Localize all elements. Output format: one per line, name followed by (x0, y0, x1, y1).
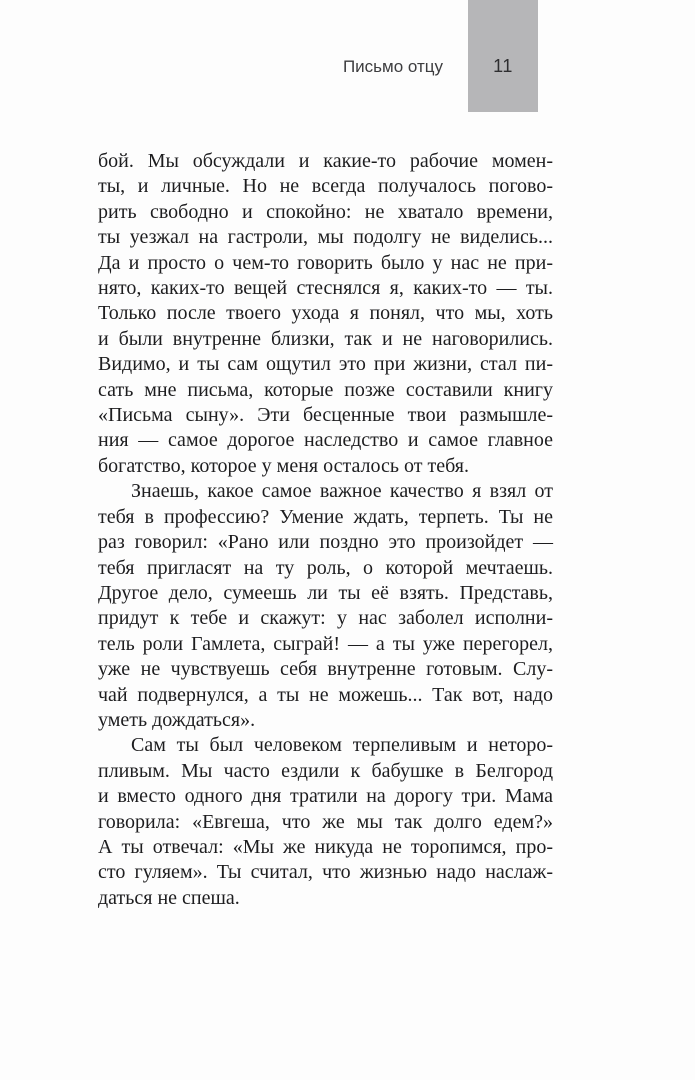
text-line: сто гуляем». Ты считал, что жизнью надо наслаж- (98, 861, 553, 884)
text-line: придут к тебе и скажут: у нас заболел исполни- (98, 607, 553, 630)
text-line: уже не чувствуешь себя внутренне готовым. Слу- (98, 658, 553, 681)
body-text (98, 149, 553, 911)
text-line: тебя пригласят на ту роль, о которой мечтаешь. (98, 556, 553, 579)
running-title: Письмо отцу (342, 57, 443, 76)
text-line: и вместо одного дня тратили на дорогу три. Мама (98, 785, 553, 808)
text-line: богатство, которое у меня осталось от тебя. (98, 454, 469, 477)
text-line: говорила: «Евгеша, что же мы так долго едем?» (98, 810, 553, 833)
text-line: рить свободно и спокойно: не хватало времени, (98, 200, 553, 223)
text-line: и были внутренне близки, так и не наговорились. (98, 327, 553, 350)
text-line: ния — самое дорогое наследство и самое главное (98, 429, 553, 452)
text-line: ты, и личные. Но не всегда получалось погово- (98, 175, 553, 198)
text-line: Другое дело, сумеешь ли ты её взять. Представь, (98, 581, 553, 604)
text-line: А ты отвечал: «Мы же никуда не торопимся, про- (98, 835, 553, 858)
text-line: бой. Мы обсуждали и какие-то рабочие момен- (98, 150, 553, 172)
paragraph (98, 733, 553, 911)
text-line: Видимо, и ты сам ощутил это при жизни, стал пи- (98, 353, 553, 376)
text-line: пливым. Мы часто ездили к бабушке в Белгород (98, 759, 553, 782)
text-line: «Письма сыну». Эти бесценные твои размышле- (98, 404, 553, 427)
text-line: Да и просто о чем-то говорить было у нас не при- (98, 251, 553, 274)
page-number-tab (468, 0, 538, 112)
text-line: чай подвернулся, а ты не можешь... Так вот, надо (98, 683, 553, 706)
text-line: сать мне письма, которые позже составили книгу (98, 378, 553, 401)
text-line: Только после твоего ухода я понял, что мы, хоть (98, 302, 553, 325)
paragraph (98, 479, 553, 733)
paragraph (98, 149, 553, 479)
text-line: Знаешь, какое самое важное качество я взял от (131, 480, 553, 503)
text-line: раз говорил: «Рано или поздно это произойдет — (98, 531, 553, 554)
text-line: Сам ты был человеком терпеливым и неторо- (131, 734, 553, 757)
text-line: уметь дождаться». (98, 708, 256, 731)
page-number: 11 (493, 56, 513, 76)
text-line: тель роли Гамлета, сыграй! — а ты уже перегорел, (98, 632, 553, 655)
text-line: ты уезжал на гастроли, мы подолгу не виделись... (98, 226, 553, 249)
text-line: тебя в профессию? Умение ждать, терпеть. Ты не (98, 505, 553, 528)
text-line: даться не спеша. (98, 886, 240, 909)
text-line: нято, каких-то вещей стеснялся я, каких-то — ты. (98, 277, 553, 300)
